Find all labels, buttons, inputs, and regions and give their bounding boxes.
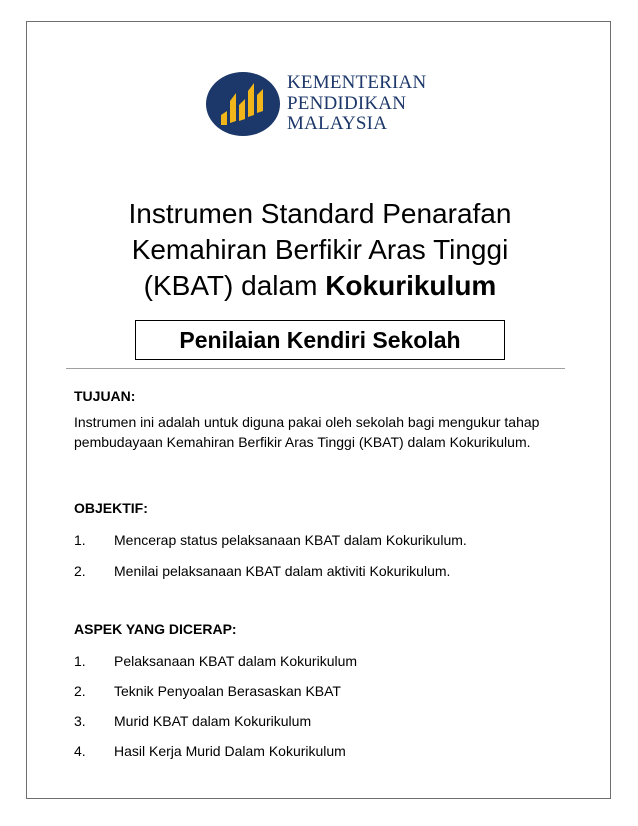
list-item-number: 2.	[74, 563, 86, 579]
list-item-number: 2.	[74, 683, 86, 699]
list-item-number: 4.	[74, 743, 86, 759]
objektif-section	[74, 498, 574, 592]
title-line-3	[60, 268, 580, 304]
tujuan-text-line-1: Instrumen ini adalah untuk diguna pakai oleh sekolah bagi mengukur tahap	[74, 414, 540, 430]
list-item-text: Mencerap status pelaksanaan KBAT dalam Kokurikulum.	[114, 532, 467, 548]
logo-wordmark	[287, 73, 426, 135]
list-item	[74, 530, 574, 550]
tujuan-section	[74, 386, 574, 452]
title-line-3-prefix: (KBAT) dalam	[143, 270, 326, 301]
aspek-list	[74, 651, 574, 761]
subtitle-text: Penilaian Kendiri Sekolah	[179, 326, 461, 353]
ministry-logo	[205, 71, 435, 139]
aspek-heading: ASPEK YANG DICERAP:	[74, 621, 237, 637]
list-item-text: Teknik Penyoalan Berasaskan KBAT	[114, 683, 341, 699]
list-item	[74, 681, 574, 701]
title-line-1: Instrumen Standard Penarafan	[128, 198, 512, 229]
ministry-emblem-icon	[205, 71, 283, 137]
tujuan-heading: TUJUAN:	[74, 388, 136, 404]
objektif-list	[74, 530, 574, 581]
subtitle-box	[135, 320, 505, 360]
list-item-number: 3.	[74, 713, 86, 729]
aspek-section	[74, 619, 574, 771]
logo-line-3: MALAYSIA	[287, 113, 388, 134]
divider-line	[66, 368, 565, 369]
list-item	[74, 741, 574, 761]
logo-line-1: KEMENTERIAN	[287, 72, 427, 93]
tujuan-text	[74, 412, 574, 452]
list-item-number: 1.	[74, 653, 86, 669]
list-item-text: Pelaksanaan KBAT dalam Kokurikulum	[114, 653, 358, 669]
list-item-text: Menilai pelaksanaan KBAT dalam aktiviti Kokurikulum.	[114, 563, 451, 579]
objektif-heading: OBJEKTIF:	[74, 500, 148, 516]
document-title	[60, 196, 580, 304]
list-item	[74, 711, 574, 731]
list-item	[74, 651, 574, 671]
list-item-text: Hasil Kerja Murid Dalam Kokurikulum	[114, 743, 346, 759]
title-line-3-bold: Kokurikulum	[325, 270, 497, 301]
tujuan-text-line-2: pembudayaan Kemahiran Berfikir Aras Tinggi (KBAT) dalam Kokurikulum.	[74, 434, 531, 450]
list-item	[74, 561, 574, 581]
list-item-number: 1.	[74, 532, 86, 548]
title-line-2: Kemahiran Berfikir Aras Tinggi	[131, 234, 509, 265]
logo-line-2: PENDIDIKAN	[287, 92, 407, 114]
list-item-text: Murid KBAT dalam Kokurikulum	[114, 713, 312, 729]
